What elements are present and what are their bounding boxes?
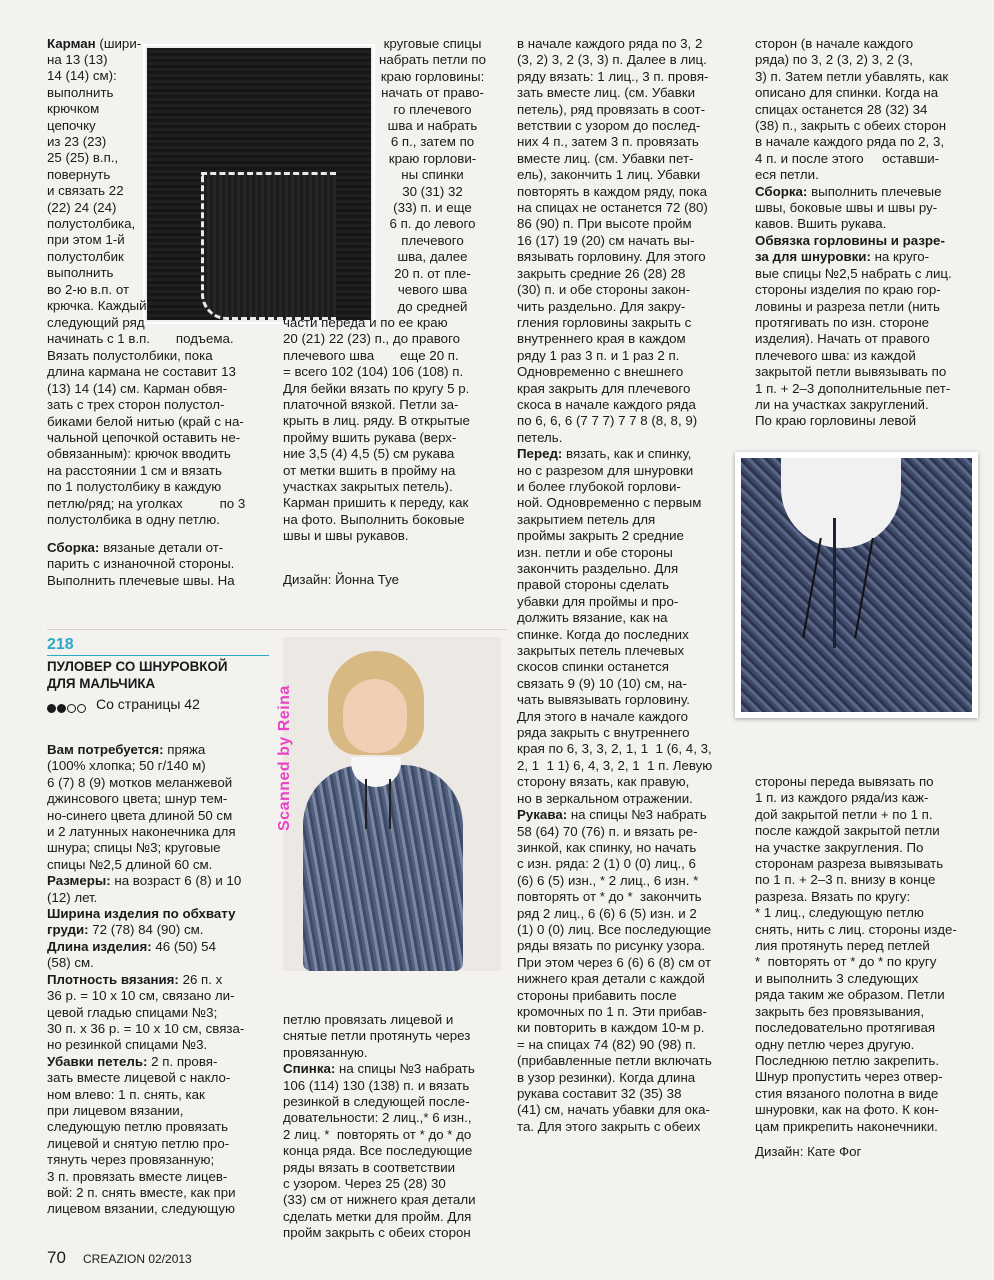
- text-line: крыть в лиц. ряду. В открытые: [283, 413, 470, 429]
- text-line: протягивать по изн. стороне: [755, 314, 930, 330]
- text-line: швы, боковые швы и швы ру-: [755, 200, 938, 216]
- text-line: парить с изнаночной стороны.: [47, 556, 235, 572]
- text-line: ной. Одновременно с первым: [517, 495, 702, 511]
- text-line: на спицах не останется 72 (80): [517, 200, 708, 216]
- design-credit-2: [755, 1144, 977, 1160]
- text-line: кромочных по 1 п. Эти прибав-: [517, 1003, 707, 1019]
- design-credit-text: Дизайн: Йонна Туе: [283, 572, 400, 587]
- text-line: выполнить: [47, 265, 114, 281]
- text-line: выполнить: [47, 84, 114, 100]
- text-line: еся петли.: [755, 167, 819, 183]
- section-number: 218: [47, 636, 74, 653]
- text-line: части переда и по ее краю: [283, 315, 448, 330]
- neckline-text-narrow: [370, 36, 495, 315]
- text-line: во 2-ю в.п. от: [47, 281, 130, 297]
- text-line: (прибавленные петли включать: [517, 1053, 712, 1069]
- design-credit-text: Дизайн: Кате Фог: [755, 1144, 862, 1159]
- text-line: участках закрытых петель).: [283, 479, 453, 495]
- bold-line: Ширина изделия по обхвату: [47, 906, 236, 922]
- text-line: (12) лет.: [47, 889, 98, 905]
- text-line: [47, 873, 272, 889]
- text-line: закрытием петель для: [517, 511, 656, 527]
- text-line: 3) п. Затем петли убавлять, как: [755, 68, 949, 84]
- text-line: полустолбика,: [47, 216, 136, 232]
- text-line: 3 п. провязать вместе лицев-: [47, 1168, 228, 1184]
- column-3: [517, 36, 727, 1135]
- text-line: провязанную.: [283, 1044, 368, 1060]
- text-line: ряды вязать по рисунку узора.: [517, 938, 706, 954]
- text-line: [47, 939, 272, 955]
- text-line: кавов. Вшить рукава.: [755, 216, 887, 232]
- text-line: крючка. Каждый: [47, 298, 147, 314]
- text-frag: 26 п. х: [178, 971, 223, 987]
- text-frag: на круго-: [870, 249, 930, 265]
- watermark: Scanned by Reina: [276, 685, 293, 831]
- empty-dot-icon: [77, 704, 86, 713]
- text-line: набрать петли по: [379, 52, 486, 68]
- text-line: шнуровки, как на фото. К кон-: [755, 1102, 939, 1118]
- text-line: шнура; спицы №3; круговые: [47, 840, 221, 856]
- text-line: чальной цепочкой оставить не-: [47, 430, 241, 446]
- text-line: цам прикрепить наконечники.: [755, 1118, 938, 1134]
- text-line: краю горловины:: [380, 68, 485, 84]
- section-rule: [47, 655, 269, 656]
- text-line: до средней: [397, 298, 468, 314]
- text-line: и 2 латунных наконечника для: [47, 824, 236, 840]
- text-line: цепочку: [47, 117, 96, 133]
- text-line: с изн. ряда: 2 (1) 0 (0) лиц., 6: [517, 856, 696, 872]
- text-line: на 13 (13): [47, 52, 108, 67]
- text-line: одну петлю через другую.: [755, 1036, 915, 1052]
- text-line: обвязанным): крючок вводить: [47, 446, 231, 462]
- bold-label: груди:: [47, 922, 89, 938]
- text-line: Карман пришить к переду, как: [283, 495, 469, 511]
- text-line: Шнур пропустить через отвер-: [755, 1069, 943, 1085]
- text-line: снятые петли протянуть через: [283, 1028, 471, 1044]
- text-line: (3, 2) 3, 2 (3, 3) п. Далее в лиц.: [517, 52, 707, 68]
- text-line: [755, 184, 977, 200]
- text-line: повернуть: [47, 166, 111, 182]
- text-line: 86 (90) п. При высоте пройм: [517, 216, 692, 232]
- text-line: закрыть средние 26 (28) 28: [517, 265, 686, 281]
- text-line: довательности: 2 лиц.,* 6 изн.,: [283, 1110, 472, 1126]
- text-line: 20 (21) 22 (23) п., до правого: [283, 331, 461, 347]
- text-line: внутреннего края в каждом: [517, 331, 686, 347]
- text-line: 106 (114) 130 (138) п. и вязать: [283, 1077, 470, 1093]
- text-line: чить раздельно. Для закру-: [517, 298, 686, 314]
- text-line: [47, 742, 272, 758]
- text-line: Вязать полустолбики, пока: [47, 348, 213, 363]
- text-line: описано для спинки. Когда на: [755, 85, 939, 101]
- text-line: (13) 14 (14) см. Карман обвя-: [47, 380, 228, 396]
- text-line: [283, 1061, 498, 1077]
- text-line: закончить раздельно. Для: [517, 561, 679, 576]
- text-line: стороны изделия по краю гор-: [755, 282, 941, 298]
- text-line: Одновременно с внешнего: [517, 364, 684, 380]
- text-frag: 2 п. провя-: [147, 1053, 218, 1069]
- text-line: [517, 807, 727, 823]
- text-line: по 6, 6, 6 (7 7 7) 7 7 8 (8, 8, 9): [517, 413, 698, 429]
- page-number: 70: [47, 1248, 66, 1267]
- text-line: правой стороны сделать: [517, 577, 670, 593]
- text-line: 4 п. и после этого оставши-: [755, 150, 940, 166]
- text-line: вые спицы №2,5 набрать с лиц.: [755, 265, 952, 281]
- text-line: (22) 24 (24): [47, 199, 117, 215]
- text-line: них 4 п., затем 3 п. провязать: [517, 134, 699, 150]
- bold-label: Убавки петель:: [47, 1053, 148, 1069]
- text-line: швы и швы рукавов.: [283, 528, 409, 544]
- text-line: ряду вязать: 1 лиц., 3 п. провя-: [517, 68, 709, 84]
- text-line: сделать метки для пройм. Для: [283, 1208, 472, 1224]
- text-line: резинкой в следующей после-: [283, 1094, 470, 1110]
- text-frag: на спицы №3 набрать: [567, 807, 707, 823]
- text-line: чевого шва: [397, 282, 468, 298]
- text-frag: выполнить плечевые: [807, 183, 942, 199]
- text-line: края по 6, 3, 3, 2, 1, 1 1 (6, 4, 3,: [517, 741, 712, 757]
- pocket-with-white-edging: [201, 172, 336, 320]
- text-frag: пряжа: [163, 742, 206, 757]
- text-line: закрыть без провязывания,: [755, 1003, 925, 1019]
- text-line: при лицевом вязании,: [47, 1102, 184, 1118]
- text-line: крючком: [47, 101, 100, 117]
- text-line: ряд 2 лиц., 6 (6) 6 (5) изн. и 2: [517, 905, 697, 921]
- text-line: длина кармана не составит 13: [47, 364, 236, 380]
- text-line: начать от право-: [381, 85, 484, 101]
- text-line: (38) п., закрыть с обеих сторон: [755, 118, 947, 134]
- lacing: [365, 779, 391, 829]
- text-line: ние 3,5 (4) 4,5 (5) см рукава: [283, 446, 455, 462]
- text-line: скоса в начале каждого ряда: [517, 396, 696, 412]
- text-line: зать вместе лицевой с накло-: [47, 1070, 231, 1086]
- text-line: = на спицах 74 (82) 90 (98) п.: [517, 1036, 697, 1052]
- empty-dot-icon: [67, 704, 76, 713]
- column-4-top: [755, 36, 977, 430]
- text-line: в узор резинки). Когда длина: [517, 1069, 696, 1085]
- neckline-text-wide: [283, 315, 498, 545]
- magazine-name: CREAZION 02/2013: [83, 1252, 192, 1266]
- text-line: изделия). Начать от правого: [755, 331, 930, 347]
- text-line: биками белой нитью (край с на-: [47, 413, 244, 429]
- text-line: [47, 1054, 272, 1070]
- knit-fabric: [741, 458, 972, 712]
- text-line: с узором. Через 25 (28) 30: [283, 1176, 446, 1192]
- pocket-text-wide: [47, 348, 272, 528]
- text-line: ли на участках закруглений.: [755, 396, 929, 412]
- text-line: краю горлови-: [388, 150, 477, 166]
- text-line: петлю провязать лицевой и: [283, 1012, 454, 1027]
- bold-label: Рукава:: [517, 807, 568, 823]
- text-line: платочной вязкой. Петли за-: [283, 397, 459, 413]
- text-frag: вязать, как и спинку,: [562, 446, 692, 462]
- text-line: связать 9 (9) 10 (10) см, на-: [517, 675, 687, 691]
- boy-face: [343, 679, 407, 753]
- text-line: начинать с 1 в.п. подъема.: [47, 330, 234, 346]
- section-title: [47, 658, 228, 692]
- pocket-text-narrow: [47, 36, 147, 52]
- text-line: скосов спинки останется: [517, 659, 669, 675]
- text-line: вой: 2 п. снять вместе, как при: [47, 1184, 236, 1200]
- sweater-detail-photo: [735, 452, 978, 718]
- text-line: (30) п. и обе стороны закон-: [517, 282, 690, 298]
- text-line: следующую петлю провязать: [47, 1119, 228, 1135]
- text-line: джинсового цвета; шнур тем-: [47, 791, 228, 807]
- lace-cord: [802, 538, 874, 638]
- text-line: Для бейки вязать по кругу 5 р.: [283, 380, 470, 396]
- text-line: Выполнить плечевые швы. На: [47, 572, 235, 588]
- assembly-label: Сборка:: [47, 540, 100, 555]
- bold-line: Обвязка горловины и разре-: [755, 232, 945, 248]
- text-line: 30 (31) 32: [402, 183, 463, 199]
- text-line: полустолбика в одну петлю.: [47, 512, 220, 528]
- text-line: [47, 972, 272, 988]
- text-line: * повторять от * до * по кругу: [755, 954, 937, 970]
- text-line: При этом через 6 (6) 6 (8) см от: [517, 954, 712, 970]
- text-line: в начале каждого ряда по 2, 3,: [755, 134, 945, 150]
- back-block: [283, 1012, 498, 1242]
- bold-label: Плотность вязания:: [47, 971, 179, 987]
- bold-label: Спинка:: [283, 1061, 336, 1077]
- text-line: 1 п. из каждого ряда/из каж-: [755, 790, 929, 806]
- text-line: та. Для этого закрыть с обеих: [517, 1118, 701, 1134]
- text-line: цевой гладью спицами №3;: [47, 1004, 218, 1020]
- text-line: плечевого шва еще 20 п.: [283, 347, 459, 363]
- text-line: дой закрытой петли + по 1 п.: [755, 806, 933, 822]
- text-line: ветствии с узором до послед-: [517, 118, 701, 134]
- text-line: стороны прибавить после: [517, 987, 677, 1003]
- text-line: ки повторить в каждом 10-м р.: [517, 1020, 705, 1036]
- text-line: пройму вшить рукава (верх-: [283, 429, 457, 445]
- text-line: (6) 6 (5) изн., * 2 лиц., 6 изн. *: [517, 872, 699, 888]
- design-credit-1: [283, 572, 498, 588]
- text-line: ряда) по 3, 2 (3, 2) 3, 2 (3,: [755, 52, 914, 68]
- text-line: после каждой закрытой петли: [755, 823, 940, 839]
- title-line: ДЛЯ МАЛЬЧИКА: [47, 676, 156, 691]
- bold-label: Сборка:: [755, 183, 808, 199]
- text-line: 30 п. х 36 р. = 10 х 10 см, связа-: [47, 1020, 245, 1036]
- text-line: вязывать горловину. Для этого: [517, 249, 706, 265]
- text-line: Последнюю петлю закрепить.: [755, 1052, 940, 1068]
- text-line: из 23 (23): [47, 134, 107, 150]
- text-line: на расстоянии 1 см и вязать: [47, 462, 222, 478]
- text-line: лицевой и снятую петлю про-: [47, 1135, 230, 1151]
- text-line: полустолбик: [47, 248, 124, 264]
- text-line: в начале каждого ряда по 3, 2: [517, 36, 703, 51]
- text-line: но резинкой спицами №3.: [47, 1037, 208, 1053]
- text-line: но-синего цвета длиной 50 см: [47, 807, 233, 823]
- text-line: лия протянуть перед петлей: [755, 938, 930, 954]
- text-line: ряда закрыть с внутреннего: [517, 725, 690, 741]
- text-line: 16 (17) 19 (20) см начать вы-: [517, 232, 695, 248]
- text-line: последовательно протягивая: [755, 1020, 936, 1036]
- text-line: сторонам разреза вывязывать: [755, 856, 944, 872]
- text-line: [755, 249, 977, 265]
- text-line: петлю/ряд; на уголках по 3: [47, 495, 246, 511]
- text-line: шва и набрать: [387, 118, 478, 134]
- text-frag: (шири-: [95, 36, 142, 51]
- column-4-bottom: [755, 774, 977, 1135]
- text-line: По краю горловины левой: [755, 413, 917, 429]
- text-line: стороны переда вывязать по: [755, 774, 934, 789]
- text-frag: на возраст 6 (8) и 10: [110, 873, 242, 889]
- text-line: при этом 1-й: [47, 232, 125, 248]
- text-line: [517, 446, 727, 462]
- text-line: ряда таким же образом. Петли: [755, 987, 945, 1003]
- text-line: гления горловины закрыть с: [517, 314, 692, 330]
- filled-dot-icon: [57, 704, 66, 713]
- text-line: 25 (25) в.п.,: [47, 150, 119, 166]
- text-line: ном влево: 1 п. снять, как: [47, 1086, 205, 1102]
- text-line: спицах останется 28 (32) 34: [755, 101, 928, 117]
- text-line: но в зеркальном отражении.: [517, 790, 693, 806]
- text-frag: 72 (78) 84 (90) см.: [88, 922, 204, 938]
- text-line: 2, 1 1 1) 6, 4, 3, 2, 1 1 п. Левую: [517, 757, 713, 773]
- bold-label: Перед:: [517, 446, 563, 462]
- text-line: снять, нить с лиц. стороны изде-: [755, 921, 957, 937]
- text-line: (41) см, начать убавки для ока-: [517, 1102, 710, 1118]
- text-line: (33) см от нижнего края детали: [283, 1192, 476, 1208]
- bold-label: за для шнуровки:: [755, 249, 871, 265]
- title-line: ПУЛОВЕР СО ШНУРОВКОЙ: [47, 659, 228, 674]
- text-line: Для этого в начале каждого: [517, 708, 689, 724]
- materials-block: [47, 742, 272, 1218]
- filled-dot-icon: [47, 704, 56, 713]
- text-line: но с разрезом для шнуровки: [517, 462, 694, 478]
- text-line: ряды вязать в соответствии: [283, 1159, 456, 1175]
- text-line: закрытой петли вывязывать по: [755, 364, 947, 380]
- boy-photo: [283, 637, 501, 971]
- text-line: чать вывязывать горловину.: [517, 692, 690, 708]
- text-line: стия вязаного полотна в виде: [755, 1085, 939, 1101]
- text-line: должить вязание, как на: [517, 610, 668, 626]
- text-line: ловины и разреза петли (нить: [755, 298, 940, 314]
- text-line: зать с трех сторон полустол-: [47, 397, 225, 413]
- text-line: по 1 п. + 2–3 п. внизу в конце: [755, 872, 936, 888]
- text-line: (1) 0 (0) лиц. Все последующие: [517, 921, 712, 937]
- pocket-text-lines: [47, 52, 234, 347]
- text-frag: 46 (50) 54: [151, 938, 216, 954]
- text-frag: на спицы №3 набрать: [335, 1061, 475, 1077]
- assembly-block-1: [47, 540, 272, 589]
- text-line: и более глубокой горлови-: [517, 478, 681, 494]
- text-line: 6 п., затем по: [390, 134, 475, 150]
- text-line: повторять от * до * закончить: [517, 889, 702, 905]
- text-line: [47, 36, 147, 52]
- text-line: по 1 полустолбику в каждую: [47, 479, 222, 495]
- text-line: плечевого: [401, 232, 464, 248]
- text-line: [47, 540, 272, 556]
- text-line: сторон (в начале каждого: [755, 36, 914, 51]
- text-line: убавки для проймы и про-: [517, 593, 679, 609]
- text-line: = всего 102 (104) 106 (108) п.: [283, 364, 464, 380]
- text-line: петель.: [517, 429, 563, 445]
- text-line: рукава составит 32 (35) 38: [517, 1086, 682, 1101]
- text-line: лицевом вязании, следующую: [47, 1201, 235, 1217]
- text-line: * 1 лиц., следующую петлю: [755, 905, 924, 921]
- text-line: зать вместе лиц. (см. Убавки: [517, 85, 696, 101]
- text-line: конца ряда. Все последующие: [283, 1143, 473, 1159]
- text-line: плечевого шва: из каждой: [755, 347, 916, 363]
- white-shirt: [781, 458, 901, 548]
- text-frag: вязаные детали от-: [99, 540, 224, 555]
- text-line: 20 п. от пле-: [394, 265, 471, 281]
- text-line: [47, 922, 272, 938]
- text-line: ны спинки: [401, 167, 464, 183]
- text-line: нижнего края детали с каждой: [517, 971, 705, 987]
- pocket-label: Карман: [47, 36, 96, 51]
- text-line: 36 р. = 10 х 10 см, связано ли-: [47, 988, 235, 1004]
- text-line: разреза. Вязать по кругу:: [755, 888, 911, 904]
- text-line: сторону вязать, как правую,: [517, 774, 690, 790]
- text-line: петель), ряд провязать в соот-: [517, 101, 706, 117]
- text-line: повторять в каждом ряду, пока: [517, 183, 708, 199]
- text-line: (100% хлопка; 50 г/140 м): [47, 758, 206, 774]
- text-line: от метки вшить в пройму на: [283, 462, 456, 478]
- text-line: края закрыть для плечевого: [517, 380, 691, 396]
- text-line: (58) см.: [47, 955, 94, 971]
- text-line: 58 (64) 70 (76) п. и вязать ре-: [517, 823, 698, 839]
- text-line: тянуть через провязанную;: [47, 1152, 215, 1168]
- text-line: на фото. Выполнить боковые: [283, 511, 465, 527]
- text-line: ряду 1 раз 3 п. и 1 раз 2 п.: [517, 347, 680, 363]
- text-line: 14 (14) см):: [47, 68, 117, 84]
- text-line: проймы закрыть 2 средние: [517, 528, 684, 544]
- text-line: спинке. Когда до последних: [517, 626, 689, 642]
- text-line: (33) п. и еще: [393, 200, 472, 216]
- text-line: следующий ряд: [47, 314, 145, 330]
- text-line: изн. петли и обе стороны: [517, 544, 673, 560]
- text-line: 6 п. до левого: [389, 216, 476, 232]
- text-line: шва, далее: [397, 249, 468, 265]
- text-line: 2 лиц. * повторять от * до * до: [283, 1126, 472, 1142]
- text-line: 1 п. + 2–3 дополнительные пет-: [755, 380, 951, 396]
- text-line: закрытых петель плечевых: [517, 643, 685, 659]
- section-separator: [47, 629, 507, 630]
- from-page: Со страницы 42: [96, 696, 200, 712]
- bold-label: Длина изделия:: [47, 938, 152, 954]
- text-line: зинкой, как спинку, но начать: [517, 839, 697, 855]
- text-line: ель), закончить 1 лиц. Убавки: [517, 167, 701, 183]
- text-line: на участке закругления. По: [755, 839, 924, 855]
- bold-label: Вам потребуется:: [47, 742, 164, 757]
- difficulty-rating: [47, 700, 87, 718]
- pocket-photo: [143, 44, 375, 324]
- text-line: вместе лиц. (см. Убавки пет-: [517, 150, 694, 166]
- text-line: го плечевого: [393, 101, 472, 117]
- bold-label: Размеры:: [47, 873, 111, 889]
- text-line: пройм закрыть с обеих сторон: [283, 1225, 471, 1241]
- text-line: и выполнить 3 следующих: [755, 970, 919, 986]
- text-line: спицы №2,5 длиной 60 см.: [47, 856, 213, 872]
- text-line: 6 (7) 8 (9) мотков меланжевой: [47, 774, 233, 790]
- text-line: круговые спицы: [383, 36, 482, 51]
- text-line: и связать 22: [47, 183, 124, 199]
